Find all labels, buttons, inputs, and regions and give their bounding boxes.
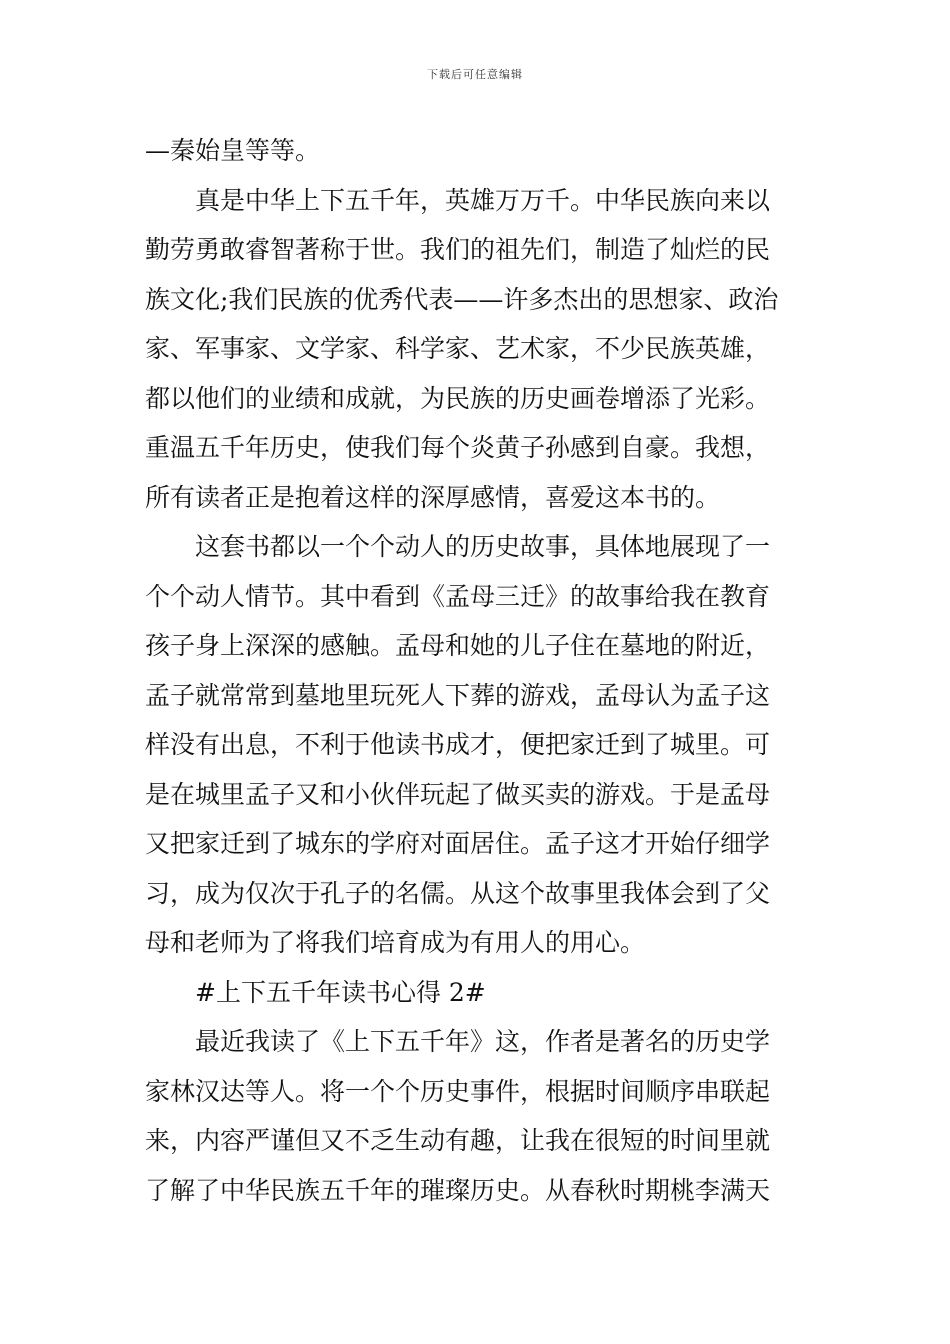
text-line-8: 所有读者正是抱着这样的深厚感情，喜爱这本书的。 — [145, 482, 721, 512]
text-line-15: 又把家迁到了城东的学府对面居住。孟子这才开始仔细学 — [145, 829, 771, 858]
text-line-12: 孟子就常常到墓地里玩死人下葬的游戏，孟母认为孟子这 — [145, 680, 771, 710]
text-line-13: 样没有出息，不利于他读书成才，便把家迁到了城里。可 — [145, 730, 771, 759]
text-line-19: 最近我读了《上下五千年》这，作者是著名的历史学 — [195, 1027, 771, 1056]
text-line-10: 个个动人情节。其中看到《孟母三迁》的故事给我在教育 — [145, 581, 771, 611]
text-line-21: 来，内容严谨但又不乏生动有趣，让我在很短的时间里就 — [145, 1126, 771, 1155]
text-line-1: —秦始皇等等。 — [145, 136, 321, 165]
text-line-17: 母和老师为了将我们培育成为有用人的用心。 — [145, 928, 646, 957]
text-line-9: 这套书都以一个个动人的历史故事，具体地展现了一 — [195, 532, 771, 561]
text-line-4: 族文化;我们民族的优秀代表——许多杰出的思想家、政治 — [145, 284, 779, 314]
text-line-11: 孩子身上深深的感触。孟母和她的儿子住在墓地的附近， — [145, 631, 771, 660]
text-line-2: 真是中华上下五千年，英雄万万千。中华民族向来以 — [195, 185, 771, 215]
text-line-16: 习，成为仅次于孔子的名儒。从这个故事里我体会到了父 — [145, 878, 771, 908]
page-header: 下载后可任意编辑 — [427, 68, 523, 81]
text-line-3: 勤劳勇敢睿智著称于世。我们的祖先们，制造了灿烂的民 — [145, 235, 771, 264]
text-line-22: 了解了中华民族五千年的璀璨历史。从春秋时期桃李满天 — [145, 1175, 771, 1205]
text-line-5: 家、军事家、文学家、科学家、艺术家，不少民族英雄， — [145, 334, 771, 363]
text-line-6: 都以他们的业绩和成就，为民族的历史画卷增添了光彩。 — [145, 383, 771, 413]
text-line-20: 家林汉达等人。将一个个历史事件，根据时间顺序串联起 — [145, 1076, 771, 1106]
document-body — [145, 126, 810, 1215]
text-line-14: 是在城里孟子又和小伙伴玩起了做买卖的游戏。于是孟母 — [145, 779, 771, 809]
text-line-7: 重温五千年历史，使我们每个炎黄子孙感到自豪。我想， — [145, 433, 771, 462]
section-heading: #上下五千年读书心得 2# — [195, 977, 486, 1007]
